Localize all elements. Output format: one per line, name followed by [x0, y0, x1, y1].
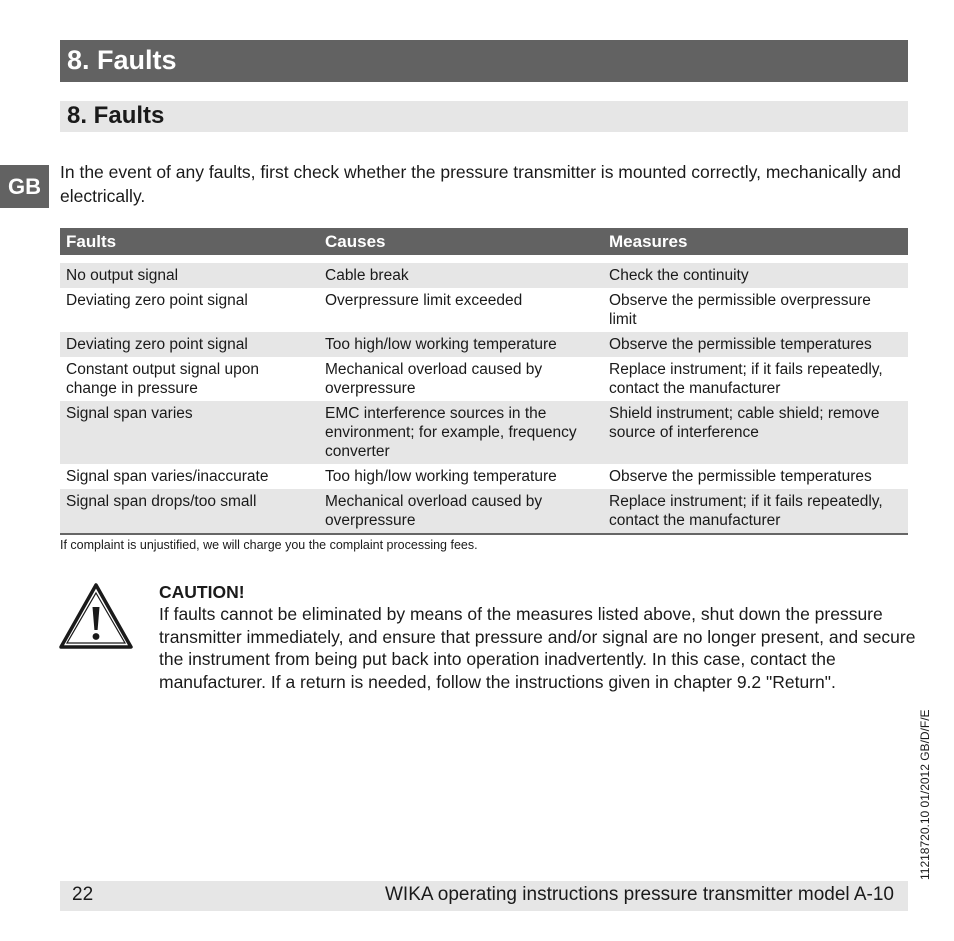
measure-cell: Check the continuity: [603, 263, 908, 288]
footer-title: WIKA operating instructions pressure transmitter model A-10: [384, 884, 894, 905]
cause-cell: Cable break: [319, 263, 603, 288]
cause-cell: Mechanical overload caused by overpressure: [319, 489, 603, 534]
caution-text: If faults cannot be eliminated by means of the measures listed above, shut down the pressure transmitter immediately, and ensure that pressure and/or signal are no longer present, and secure the instrument from being put back into operation inadvertently. In this case, contact the manufacturer. If a return is needed, follow the instructions given in chapter 9.2 "Return".: [159, 604, 916, 692]
table-row: [60, 401, 908, 464]
table-row: [60, 263, 908, 288]
caution-block: [159, 581, 919, 693]
header-title: 8. Faults: [67, 45, 177, 75]
fault-cell: Signal span drops/too small: [60, 489, 319, 534]
fault-cell: No output signal: [60, 263, 319, 288]
cause-cell: Too high/low working temperature: [325, 468, 557, 485]
table-row: [60, 464, 908, 489]
header-bar: [60, 40, 908, 82]
document-code: 11218720.10 01/2012 GB/D/F/E: [918, 709, 932, 880]
fault-cell: Constant output signal upon change in pressure: [66, 361, 260, 397]
table-row: [60, 288, 908, 332]
section-bar: [60, 101, 908, 132]
header-measures: Measures: [603, 228, 908, 255]
faults-table: [60, 228, 908, 535]
fault-cell: Deviating zero point signal: [60, 332, 319, 357]
measure-cell: Observe the permissible temperatures: [603, 332, 908, 357]
table-header-row: [60, 228, 908, 255]
fault-cell: Signal span varies: [60, 401, 319, 464]
header-faults: Faults: [60, 228, 319, 255]
measure-cell: Observe the permissible overpressure limit: [609, 292, 871, 328]
warning-triangle-icon: [59, 583, 133, 649]
measure-cell: Replace instrument; if it fails repeatedly, contact the manufacturer: [603, 489, 908, 534]
measure-cell: Shield instrument; cable shield; remove source of interference: [603, 401, 908, 464]
table-row: [60, 489, 908, 534]
section-title: 8. Faults: [67, 102, 165, 129]
cause-cell: EMC interference sources in the environment; for example, frequency converter: [319, 401, 603, 464]
table-row: [60, 357, 908, 401]
fault-cell: Deviating zero point signal: [66, 292, 248, 309]
caution-title: CAUTION!: [159, 582, 245, 602]
fault-cell: Signal span varies/inaccurate: [66, 468, 269, 485]
page-number: 22: [72, 884, 94, 905]
cause-cell: Overpressure limit exceeded: [325, 292, 523, 309]
header-causes: Causes: [319, 228, 603, 255]
table-row: [60, 332, 908, 357]
measure-cell: Replace instrument; if it fails repeatedly, contact the manufacturer: [609, 361, 883, 397]
measure-cell: Observe the permissible temperatures: [609, 468, 872, 485]
language-tab: GB: [0, 165, 49, 208]
footnote: If complaint is unjustified, we will charge you the complaint processing fees.: [60, 538, 478, 552]
cause-cell: Mechanical overload caused by overpressure: [325, 361, 543, 397]
cause-cell: Too high/low working temperature: [319, 332, 603, 357]
footer-bar: [60, 881, 908, 911]
intro-paragraph: In the event of any faults, first check whether the pressure transmitter is mounted correctly, mechanically and electrically.: [60, 162, 902, 206]
